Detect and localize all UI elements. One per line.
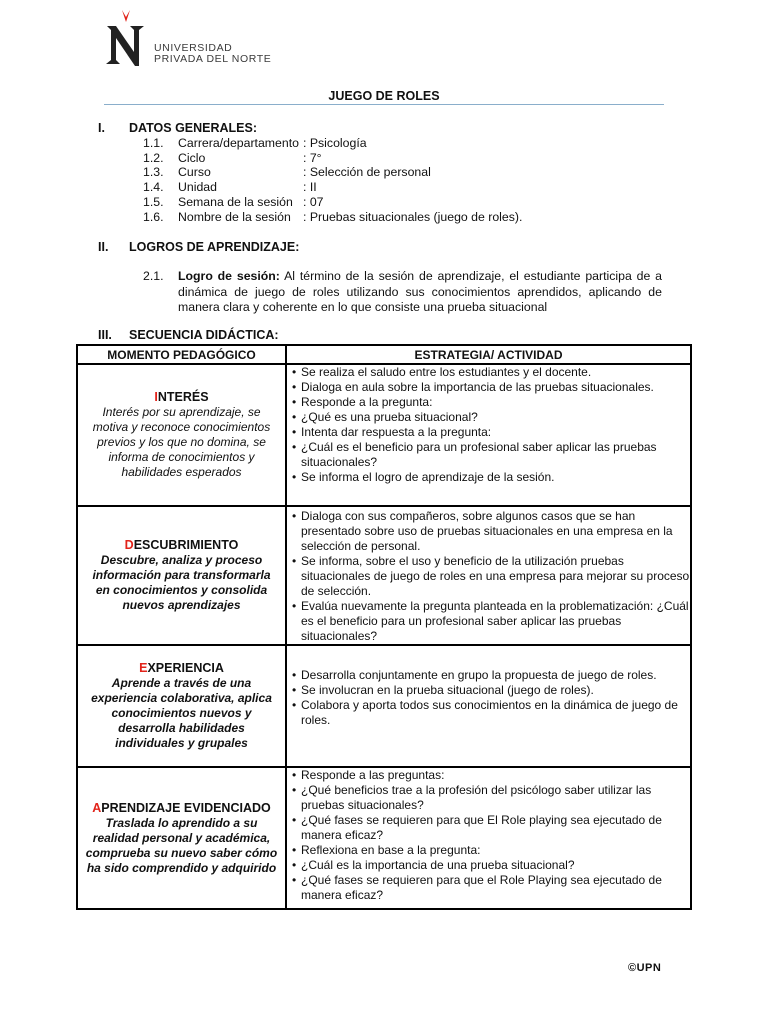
phase-description: Aprende a través de una experiencia colaborativa, aplica conocimientos nuevos y desarrolla habilidades individuales y grupales [91, 676, 272, 750]
row-label: Ciclo [178, 150, 206, 165]
row-number: 1.3. [143, 165, 164, 180]
list-item: • Se informa el logro de aprendizaje de la sesión. [287, 470, 690, 485]
phase-initial: D [124, 538, 134, 552]
row-value: : II [303, 180, 317, 195]
row-label: Unidad [178, 180, 217, 195]
section-1-number: I. [98, 121, 105, 135]
activity-cell [286, 645, 691, 767]
general-data-row [143, 180, 663, 195]
phase-initial: A [92, 800, 102, 815]
list-item: • ¿Qué fases se requieren para que El Role playing sea ejecutado de manera eficaz? [287, 813, 690, 843]
list-item: • Se realiza el saludo entre los estudiantes y el docente. [287, 365, 690, 380]
list-item: • Responde a la pregunta: [287, 395, 690, 410]
general-data-row [143, 195, 663, 210]
list-item: • Responde a las preguntas: [287, 768, 690, 783]
list-item: • ¿Qué es una prueba situacional? [287, 410, 690, 425]
list-item: • Dialoga en aula sobre la importancia de las pruebas situacionales. [287, 380, 690, 395]
phase-name: ESCUBRIMIENTO [133, 538, 239, 552]
phase-name: NTERÉS [157, 390, 209, 404]
university-line1: UNIVERSIDAD [154, 42, 233, 54]
list-item: • Se informa, sobre el uso y beneficio de la utilización pruebas situacionales de juego de roles en una empresa para mejorar su proceso de selección. [287, 554, 690, 599]
activity-list [287, 668, 690, 728]
section-1-label: DATOS GENERALES: [129, 121, 258, 135]
phase-cell [77, 767, 286, 909]
phase-title [84, 390, 279, 405]
phase-title [84, 661, 279, 676]
row-label: Nombre de la sesión [178, 209, 291, 224]
phase-initial: I [154, 390, 158, 404]
phase-name: XPERIENCIA [147, 661, 224, 675]
list-item: • Reflexiona en base a la pregunta: [287, 843, 690, 858]
section-3-label: SECUENCIA DIDÁCTICA: [129, 328, 279, 342]
table-row [77, 767, 691, 909]
section-3-number: III. [98, 328, 112, 342]
phase-description: Descubre, analiza y proceso información para transformarla en conocimientos y consolida nuevos aprendizajes [92, 553, 271, 612]
list-item: • Se involucran en la prueba situacional (juego de roles). [287, 683, 690, 698]
list-item: • Desarrolla conjuntamente en grupo la propuesta de juego de roles. [287, 668, 690, 683]
list-item: • Colabora y aporta todos sus conocimientos en la dinámica de juego de roles. [287, 698, 690, 728]
university-line2: PRIVADA DEL NORTE [154, 53, 272, 65]
column-header-activity: ESTRATEGIA/ ACTIVIDAD [286, 345, 691, 364]
list-item: • Intenta dar respuesta a la pregunta: [287, 425, 690, 440]
didactic-sequence-table [76, 344, 692, 910]
activity-cell [286, 364, 691, 506]
activity-list [287, 509, 690, 644]
table-row [77, 364, 691, 506]
phase-cell [77, 364, 286, 506]
list-item: • Dialoga con sus compañeros, sobre algunos casos que se han presentado sobre uso de pruebas situacionales en una empresa en la selección de personal. [287, 509, 690, 554]
logro-paragraph [178, 269, 662, 316]
phase-title [84, 801, 279, 816]
row-value: : 07 [303, 194, 324, 209]
phase-cell [77, 645, 286, 767]
general-data-row [143, 151, 663, 166]
general-data-row [143, 210, 663, 225]
row-value: : Psicología [303, 136, 367, 150]
column-header-moment: MOMENTO PEDAGÓGICO [77, 345, 286, 364]
activity-cell [286, 506, 691, 645]
phase-cell [77, 506, 286, 645]
logro-label: Logro de sesión: [178, 269, 280, 283]
phase-name: PRENDIZAJE EVIDENCIADO [101, 800, 271, 815]
row-label: Curso [178, 165, 211, 180]
list-item: • Evalúa nuevamente la pregunta planteada en la problematización: ¿Cuál es el beneficio para un profesional saber aplicar las pruebas situacionales? [287, 599, 690, 644]
row-number: 1.4. [143, 180, 164, 195]
section-2-label: LOGROS DE APRENDIZAJE: [129, 240, 300, 254]
general-data-row [143, 136, 663, 151]
row-value: : 7° [303, 150, 322, 165]
row-label: Semana de la sesión [178, 194, 293, 209]
phase-description: Interés por su aprendizaje, se motiva y reconoce conocimientos previos y los que no domina, se informa de conocimientos y habilidades esperados [92, 405, 271, 479]
row-label: Carrera/departamento [178, 136, 299, 150]
phase-description: Traslada lo aprendido a su realidad personal y académica, comprueba su nuevo saber cómo ha sido comprendido y adquirido [85, 815, 278, 875]
table-row [77, 645, 691, 767]
activity-list [287, 365, 690, 485]
activity-list [287, 768, 690, 903]
page-title: JUEGO DE ROLES [328, 89, 440, 103]
general-data-row [143, 165, 663, 180]
list-item: • ¿Qué beneficios trae a la profesión del psicólogo saber utilizar las pruebas situacionales? [287, 783, 690, 813]
section-2-number: II. [98, 240, 109, 254]
university-name [154, 43, 271, 65]
row-number: 1.6. [143, 209, 164, 224]
footer-upn-mark: ©UPN [628, 962, 662, 974]
list-item: • ¿Cuál es el beneficio para un profesional saber aplicar las pruebas situacionales? [287, 440, 690, 470]
logro-number: 2.1. [143, 269, 164, 283]
upn-logo-icon [104, 8, 148, 66]
row-number: 1.2. [143, 150, 164, 165]
row-value: : Selección de personal [303, 165, 431, 180]
table-row [77, 506, 691, 645]
logro-text: Al término de la sesión de aprendizaje, el estudiante participa de a dinámica de juego de roles utilizando sus conocimientos aprendidos, aplicando de manera clara y coherente en lo que consiste una prueba situacional [178, 269, 662, 314]
phase-initial: E [139, 661, 148, 675]
activity-cell [286, 767, 691, 909]
list-item: • ¿Cuál es la importancia de una prueba situacional? [287, 858, 690, 873]
list-item: • ¿Qué fases se requieren para que el Role Playing sea ejecutado de manera eficaz? [287, 873, 690, 903]
row-number: 1.5. [143, 194, 164, 209]
title-divider [104, 104, 664, 105]
row-number: 1.1. [143, 136, 164, 150]
phase-title [84, 538, 279, 553]
row-value: : Pruebas situacionales (juego de roles). [303, 209, 523, 224]
